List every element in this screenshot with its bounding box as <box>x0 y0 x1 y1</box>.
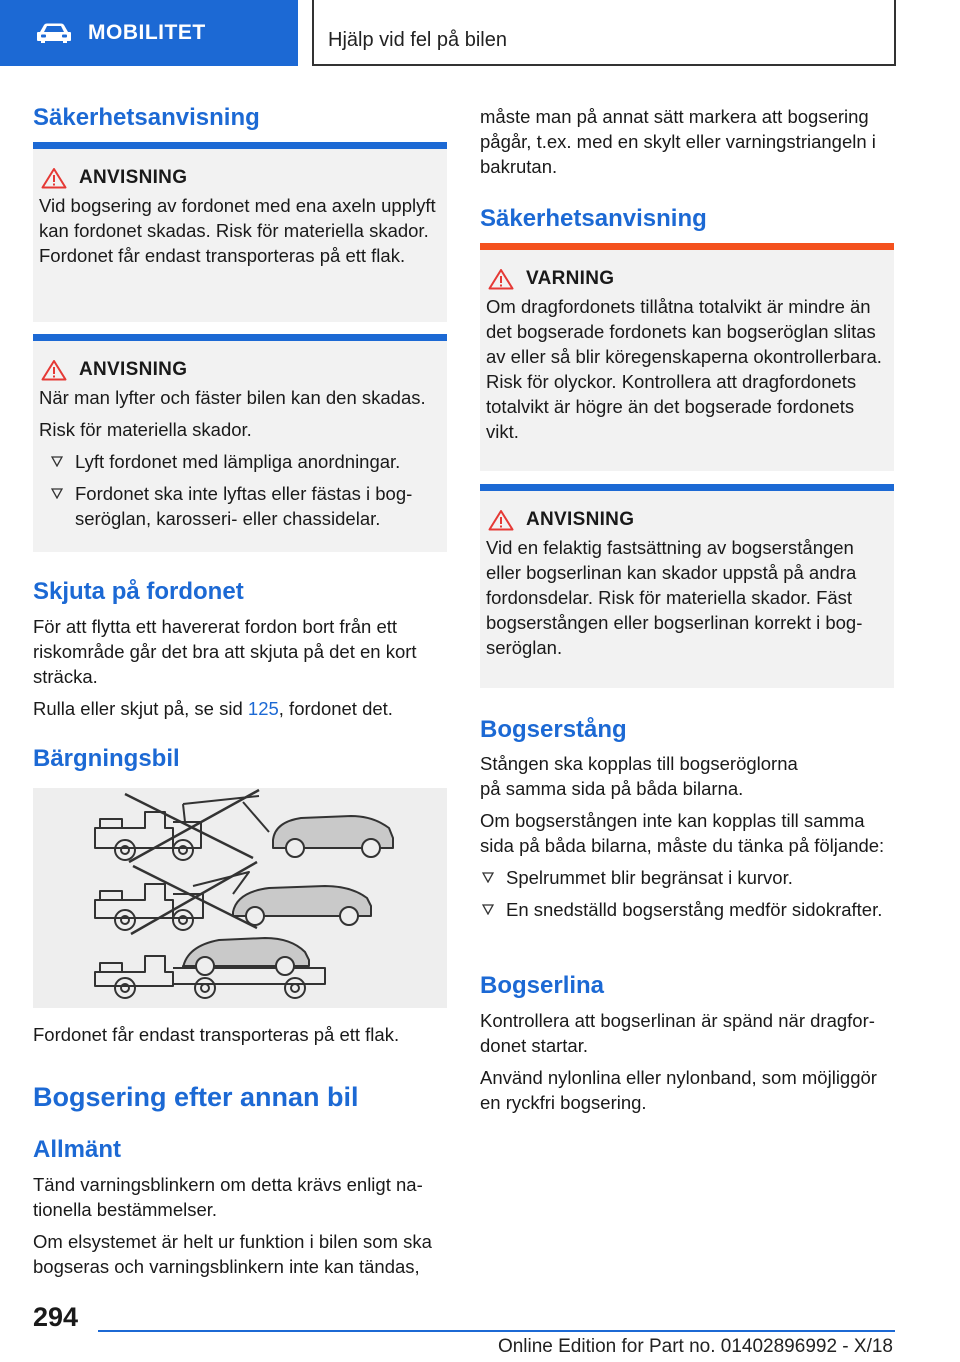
heading-safety-right: Säkerhetsanvisning <box>480 205 707 232</box>
heading-tow-bar: Bogserstång <box>480 716 627 743</box>
chapter-header <box>312 0 896 66</box>
edition-text: Online Edition for Part no. 01402896992 - X/18 <box>497 1336 893 1357</box>
heading-tow-rope: Bogserlina <box>480 972 605 999</box>
notice-title: ANVISNING <box>526 509 635 530</box>
page-link[interactable]: 125 <box>247 698 279 719</box>
paragraph: Om bogserstången inte kan kopplas till samma sida på båda bilarna, måste du tänka på följande: <box>480 810 885 856</box>
paragraph: Stången ska kopplas till bogseröglorna på samma sida på båda bilarna. <box>480 753 798 799</box>
paragraph: Om elsystemet är helt ur funktion i bilen som ska bogseras och varningsblinkern inte kan tändas, <box>33 1231 432 1277</box>
notice-title: ANVISNING <box>79 359 188 380</box>
warning-title: VARNING <box>526 268 615 289</box>
list-item-text: Lyft fordonet med lämpliga anordningar. <box>75 451 401 472</box>
triangle-bullet-icon <box>51 456 63 467</box>
warning-box <box>480 243 894 471</box>
wheel-lift-tow-drawing <box>95 790 393 862</box>
chapter-title: Hjälp vid fel på bilen <box>328 29 507 51</box>
list-item-text: Fordonet ska inte lyftas eller fästas i bogseröglan, karosseri- eller chassidelar. <box>75 483 413 529</box>
footer-divider <box>98 1330 895 1332</box>
list-item <box>470 897 894 922</box>
list-item <box>470 865 894 890</box>
notice-text: Vid bogsering av fordonet med ena axeln upplyft kan fordonet skadas. Risk för materiella skador. Fordonet får endast transporteras på ett flak. <box>39 195 436 266</box>
triangle-bullet-icon <box>482 872 494 883</box>
warning-triangle-icon <box>488 268 514 290</box>
flatbed-drawing <box>95 938 325 998</box>
notice-box-2 <box>33 334 447 552</box>
warning-triangle-icon <box>488 509 514 531</box>
heading-towing-by-car: Bogsering efter annan bil <box>33 1082 359 1112</box>
section-tab-label: MOBILITET <box>88 21 206 44</box>
notice-box-3 <box>480 484 894 688</box>
list-item-text: En snedställd bogserstång medför sidokrafter. <box>506 899 883 920</box>
warning-triangle-icon <box>41 167 67 189</box>
bullet-list <box>470 858 894 922</box>
heading-safety-left: Säkerhetsanvisning <box>33 104 260 131</box>
figure-caption: Fordonet får endast transporteras på ett flak. <box>33 1024 400 1045</box>
paragraph: måste man på annat sätt markera att bogsering pågår, t.ex. med en skylt eller varningstriangeln i bakrutan. <box>480 106 876 177</box>
notice-title: ANVISNING <box>79 167 188 188</box>
paragraph: Använd nylonlina eller nylonband, som möjliggör en ryckfri bogsering. <box>480 1067 877 1113</box>
warning-text: Om dragfordonets tillåtna totalvikt är mindre än det bogserade fordonets kan bogseröglan slitas av eller så blir köregenskaperna okontrollerbara. Risk för olyckor. Kontrollera att dragfordonets totalvikt är högre än det bogserade fordonets vikt. <box>486 296 882 442</box>
heading-tow-truck: Bärgningsbil <box>33 745 180 772</box>
list-item <box>39 449 441 474</box>
list-item <box>39 481 441 531</box>
notice-line: När man lyfter och fäster bilen kan den skadas. <box>39 387 426 408</box>
paragraph: Tänd varningsblinkern om detta krävs enligt nationella bestämmelser. <box>33 1174 423 1220</box>
paragraph: För att flytta ett havererat fordon bort från ett riskområde går det bra att skjuta på det en kort sträcka. <box>33 616 417 687</box>
tow-truck-illustration <box>33 788 447 1008</box>
page-number: 294 <box>33 1302 79 1332</box>
list-item-text: Spelrummet blir begränsat i kurvor. <box>506 867 793 888</box>
paragraph: Rulla eller skjut på, se sid 125, fordonet det. <box>33 698 393 719</box>
tow-bar-drawing <box>95 862 371 934</box>
bullet-list <box>39 449 441 531</box>
paragraph: Kontrollera att bogserlinan är spänd när dragfordonet startar. <box>480 1010 875 1056</box>
heading-general: Allmänt <box>33 1136 122 1163</box>
notice-text: Vid en felaktig fastsättning av bogserstången eller bogserlinan kan skador uppstå på andra fordonsdelar. Risk för materiella skador. Fäst bogserstången eller bogserlinan korrekt i bogseröglan. <box>486 537 863 658</box>
notice-box-1 <box>33 142 447 322</box>
car-icon <box>36 22 72 44</box>
triangle-bullet-icon <box>51 488 63 499</box>
notice-line: Risk för materiella skador. <box>39 419 252 440</box>
section-tab[interactable] <box>0 0 298 66</box>
warning-triangle-icon <box>41 359 67 381</box>
triangle-bullet-icon <box>482 904 494 915</box>
heading-push-vehicle: Skjuta på fordonet <box>33 578 244 605</box>
